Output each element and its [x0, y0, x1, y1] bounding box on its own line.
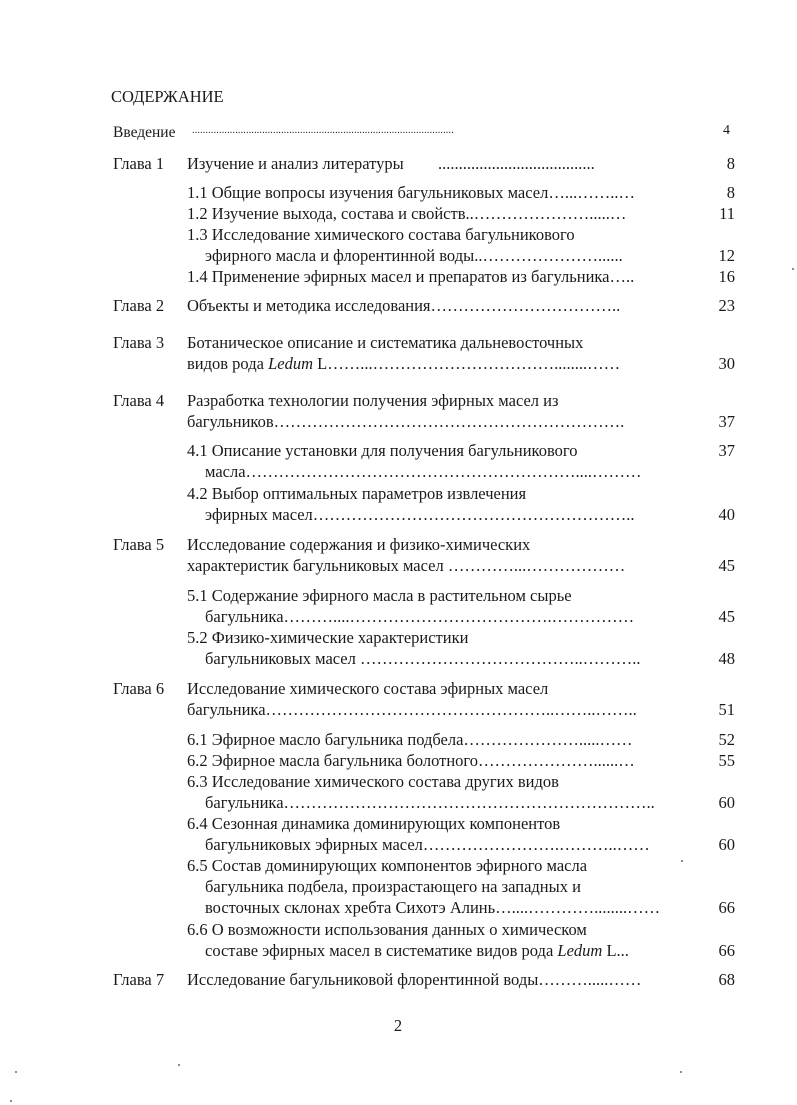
toc-label: Глава 6	[113, 679, 165, 698]
toc-leader-dots: ......................................	[438, 154, 595, 173]
toc-entry-title: 4.1 Описание установки для получения багульникового	[187, 441, 578, 460]
toc-entry-title: 1.2 Изучение выхода, состава и свойств..………………….....…	[187, 204, 627, 223]
toc-page-number: 66	[718, 898, 735, 917]
toc-entry-title: эфирного масла и флорентинной воды..…………………......	[205, 246, 623, 265]
toc-entry-title: багульника………....……………………………….……………	[205, 607, 635, 626]
toc-page-number: 30	[718, 354, 735, 373]
toc-page-number: 66	[718, 941, 735, 960]
toc-entry-title: составе эфирных масел в систематике видов рода Ledum L...	[205, 941, 629, 960]
toc-entry-title: 5.2 Физико-химические характеристики	[187, 628, 469, 647]
toc-page-number: 11	[719, 204, 735, 223]
toc-entry-title: 4.2 Выбор оптимальных параметров извлечения	[187, 484, 527, 503]
toc-page-number: 48	[718, 649, 735, 668]
toc-page-number: 51	[718, 700, 735, 719]
toc-entry-title: видов рода Ledum L……...……………………………........……	[187, 354, 621, 373]
toc-page-number: 23	[718, 296, 735, 315]
toc-entry-title: восточных склонах хребта Сихотэ Алинь…....…………........……	[205, 898, 661, 917]
toc-entry-title: багульниковых масел …………………………………..………..	[205, 649, 641, 668]
toc-page-number: 4	[723, 123, 730, 138]
toc-leader-dots: .................................................................................................	[192, 125, 454, 136]
scan-speck	[178, 1064, 180, 1066]
toc-label: Глава 4	[113, 391, 165, 410]
toc-entry-title: 1.4 Применение эфирных масел и препаратов из багульника…..	[187, 267, 635, 286]
toc-label: Глава 5	[113, 535, 165, 554]
toc-page-number: 52	[718, 730, 735, 749]
toc-entry-title: Разработка технологии получения эфирных масел из	[187, 391, 559, 410]
toc-entry-title: Исследование содержания и физико-химических	[187, 535, 531, 554]
scan-speck	[681, 860, 683, 862]
toc-page-number: 60	[718, 835, 735, 854]
toc-entry-title: Исследование химического состава эфирных масел	[187, 679, 549, 698]
toc-page-number: 45	[718, 556, 735, 575]
toc-page-number: 45	[718, 607, 735, 626]
toc-page-number: 8	[726, 183, 735, 202]
toc-entry-title: эфирных масел…………………………………………………..	[205, 505, 635, 524]
toc-label: Глава 3	[113, 333, 165, 352]
toc-heading: СОДЕРЖАНИЕ	[111, 87, 224, 106]
toc-entry-title: 6.4 Сезонная динамика доминирующих компонентов	[187, 814, 561, 833]
toc-page-number: 37	[718, 441, 735, 460]
scan-speck	[15, 1071, 17, 1073]
toc-entry-title: Объекты и методика исследования……………………………..	[187, 296, 621, 315]
toc-entry-title: 6.6 О возможности использования данных о химическом	[187, 920, 587, 939]
toc-entry-title: 5.1 Содержание эфирного масла в растительном сырье	[187, 586, 572, 605]
toc-page-number: 68	[718, 970, 735, 989]
toc-entry-title: 6.1 Эфирное масло багульника подбела………………….....……	[187, 730, 633, 749]
toc-page-number: 55	[718, 751, 735, 770]
toc-entry-title: 1.3 Исследование химического состава багульникового	[187, 225, 575, 244]
scan-speck	[792, 268, 794, 270]
toc-label: Глава 7	[113, 970, 165, 989]
toc-entry-title: багульников……………………………………………………….	[187, 412, 625, 431]
toc-entry-title: багульниковых эфирных масел…………………….………..……	[205, 835, 650, 854]
toc-entry-title: Изучение и анализ литературы	[187, 154, 404, 173]
toc-label: Глава 1	[113, 154, 165, 173]
toc-entry-title: багульника……………………………………………..……..……..	[187, 700, 637, 719]
scan-speck	[10, 1100, 12, 1102]
toc-page-number: 8	[726, 154, 735, 173]
toc-page-number: 40	[718, 505, 735, 524]
toc-entry-title: багульника…………………………………………………………..	[205, 793, 655, 812]
toc-label: Глава 2	[113, 296, 165, 315]
toc-page-number: 12	[718, 246, 735, 265]
toc-entry-title: багульника подбела, произрастающего на западных и	[205, 877, 581, 896]
toc-entry-title: 6.5 Состав доминирующих компонентов эфирного масла	[187, 856, 588, 875]
toc-entry-title: Ботаническое описание и систематика дальневосточных	[187, 333, 584, 352]
scan-speck	[680, 1071, 682, 1073]
toc-entry-title: масла……………………………………………………....………	[205, 462, 642, 481]
toc-entry-title: Исследование багульниковой флорентинной воды……….....……	[187, 970, 642, 989]
toc-entry-title: 6.2 Эфирное масла багульника болотного…………………......…	[187, 751, 635, 770]
toc-entry-title: характеристик багульниковых масел …………...………………	[187, 556, 626, 575]
toc-page-number: 60	[718, 793, 735, 812]
page-number: 2	[393, 1016, 403, 1035]
toc-entry-title: 6.3 Исследование химического состава других видов	[187, 772, 559, 791]
toc-label: Введение	[113, 124, 176, 141]
toc-page-number: 16	[718, 267, 735, 286]
toc-page-number: 37	[718, 412, 735, 431]
toc-entry-title: 1.1 Общие вопросы изучения багульниковых масел…...……..…	[187, 183, 635, 202]
